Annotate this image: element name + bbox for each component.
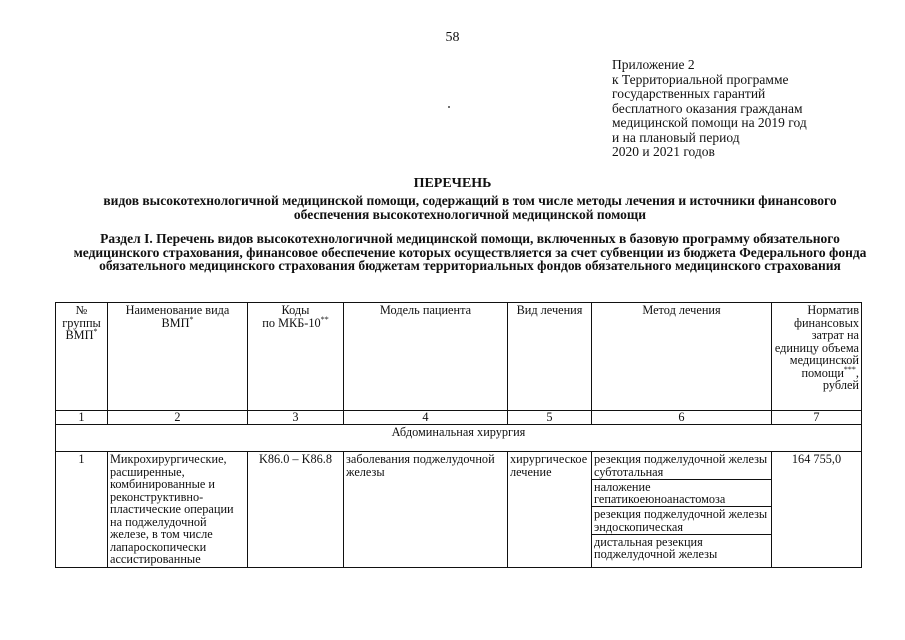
page-number: 58 [445, 30, 460, 45]
document-subtitle: видов высокотехнологичной медицинской помощи, содержащий в том числе методы лечения и источники финансового обеспечения высокотехнологичной медицинской помощи [103, 193, 837, 222]
table-row [56, 452, 862, 568]
header-method: Метод лечения [592, 303, 772, 411]
column-number: 7 [772, 411, 862, 425]
appendix-line: медицинской помощи на 2019 год [612, 115, 807, 130]
method-item: дистальная резекция поджелудочной железы [594, 534, 718, 561]
cell-model: заболевания поджелудочной железы [344, 452, 508, 568]
header-treatment: Вид лечения [508, 303, 592, 411]
section-title: Раздел I. Перечень видов высокотехнологичной медицинской помощи, включенных в базовую программу обязательного медицинского страхования, финансовое обеспечение которых осуществляется за счет субвенции из бюджета Федерального фонда обязательного медицинского страхования бюджетам территориальных фондов обязательного медицинского страхования [73, 231, 867, 273]
category-label: Абдоминальная хирургия [56, 425, 862, 452]
method-item: резекция поджелудочной железы субтотальная [592, 452, 771, 480]
cell-codes: K86.0 – K86.8 [248, 452, 344, 568]
header-codes: Коды по МКБ-10** [248, 303, 344, 411]
column-number: 3 [248, 411, 344, 425]
cell-group: 1 [56, 452, 108, 568]
column-number: 1 [56, 411, 108, 425]
cell-name: Микрохирургические, расширенные, комбинированные и реконструктивно-пластические операции на поджелудочной железе, в том числе лапароскопически ассистированные [108, 452, 248, 568]
method-item: резекция поджелудочной железы эндоскопическая [592, 507, 771, 535]
cell-treatment: хирургическое лечение [508, 452, 592, 568]
appendix-line: государственных гарантий [612, 86, 766, 101]
header-model: Модель пациента [344, 303, 508, 411]
cell-norm: 164 755,0 [772, 452, 862, 568]
method-item: наложение гепатикоеюноанастомоза [592, 480, 771, 508]
header-group: № группы ВМП* [56, 303, 108, 411]
appendix-line: 2020 и 2021 годов [612, 144, 715, 159]
column-number: 6 [592, 411, 772, 425]
column-number: 2 [108, 411, 248, 425]
appendix-line: к Территориальной программе [612, 71, 789, 87]
document-title: ПЕРЕЧЕНЬ [413, 176, 492, 191]
appendix-note [612, 58, 807, 160]
header-row [56, 303, 862, 411]
appendix-line: бесплатного оказания гражданам [612, 100, 803, 116]
column-number: 4 [344, 411, 508, 425]
cell-methods [592, 452, 772, 568]
appendix-line: и на плановый период [612, 129, 740, 145]
scan-dot [448, 106, 450, 108]
header-norm: Норматив финансовых затрат на единицу объема медицинской помощи***, рублей [772, 303, 862, 411]
column-number: 5 [508, 411, 592, 425]
vmp-table [55, 302, 862, 568]
appendix-line: Приложение 2 [612, 57, 695, 72]
category-row [56, 425, 862, 452]
header-name: Наименование вида ВМП* [108, 303, 248, 411]
column-number-row [56, 411, 862, 425]
